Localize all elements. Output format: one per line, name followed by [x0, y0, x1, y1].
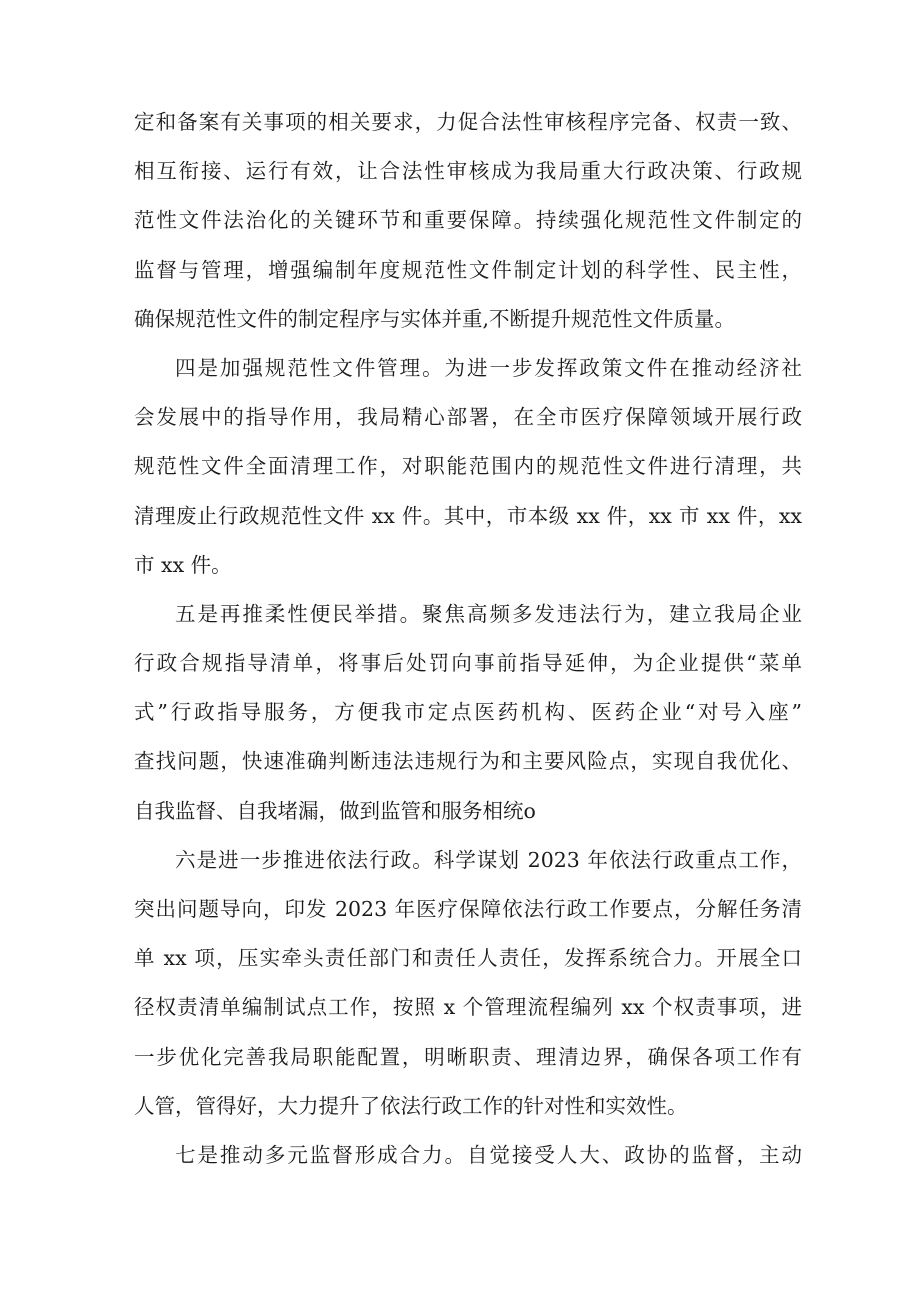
text-line: 突出问题导向，印发 2023 年医疗保障依法行政工作要点，分解任务清	[134, 897, 802, 921]
paragraph-point-6	[134, 836, 802, 1131]
text-line-last: 自我监督、自我堵漏，做到监管和服务相统ο	[134, 798, 536, 823]
text-line: 规范性文件全面清理工作，对职能范围内的规范性文件进行清理，共	[134, 454, 802, 479]
text-line: 范性文件法治化的关键环节和重要保障。持续强化规范性文件制定的	[134, 208, 802, 233]
text-line: 式”行政指导服务，方便我市定点医药机构、医药企业“对号入座”	[134, 700, 802, 725]
document-body	[134, 98, 802, 1180]
text-line-last: 市 xx 件。	[134, 552, 232, 577]
paragraph-point-4	[134, 344, 802, 590]
text-line: 监督与管理，增强编制年度规范性文件制定计划的科学性、民主性，	[134, 257, 802, 282]
text-line: 查找问题，快速准确判断违法违规行为和主要风险点，实现自我优化、	[134, 749, 802, 774]
text-line-first: 六是进一步推进依法行政。科学谋划 2023 年依法行政重点工作，	[175, 847, 802, 872]
text-line: 径权责清单编制试点工作，按照 x 个管理流程编列 xx 个权责事项，进	[134, 995, 802, 1020]
paragraph-point-5	[134, 590, 802, 836]
text-line: 会发展中的指导作用，我局精心部署，在全市医疗保障领域开展行政	[134, 405, 802, 430]
text-line: 清理废止行政规范性文件 xx 件。其中，市本级 xx 件，xx 市 xx 件，xx	[134, 503, 802, 528]
text-line-first: 五是再推柔性便民举措。聚焦高频多发违法行为，建立我局企业	[175, 601, 802, 626]
text-line: 单 xx 项，压实牵头责任部门和责任人责任，发挥系统合力。开展全口	[134, 946, 802, 971]
paragraph-intro-continuation	[134, 98, 802, 344]
text-line: 定和备案有关事项的相关要求，力促合法性审核程序完备、权责一致、	[134, 110, 802, 134]
text-line-first: 七是推动多元监督形成合力。自觉接受人大、政协的监督，主动	[175, 1142, 802, 1167]
paragraph-point-7	[134, 1131, 802, 1180]
text-line: 一步优化完善我局职能配置，明晰职责、理清边界，确保各项工作有	[134, 1044, 802, 1069]
text-line-last: 人管，管得好，大力提升了依法行政工作的针对性和实效性。	[134, 1093, 688, 1118]
text-line: 行政合规指导清单，将事后处罚向事前指导延伸，为企业提供“菜单	[134, 651, 802, 676]
text-line-last: 确保规范性文件的制定程序与实体并重,不断提升规范性文件质量。	[134, 306, 736, 331]
text-line: 相互衔接、运行有效，让合法性审核成为我局重大行政决策、行政规	[134, 159, 802, 184]
text-line-first: 四是加强规范性文件管理。为进一步发挥政策文件在推动经济社	[175, 355, 802, 380]
